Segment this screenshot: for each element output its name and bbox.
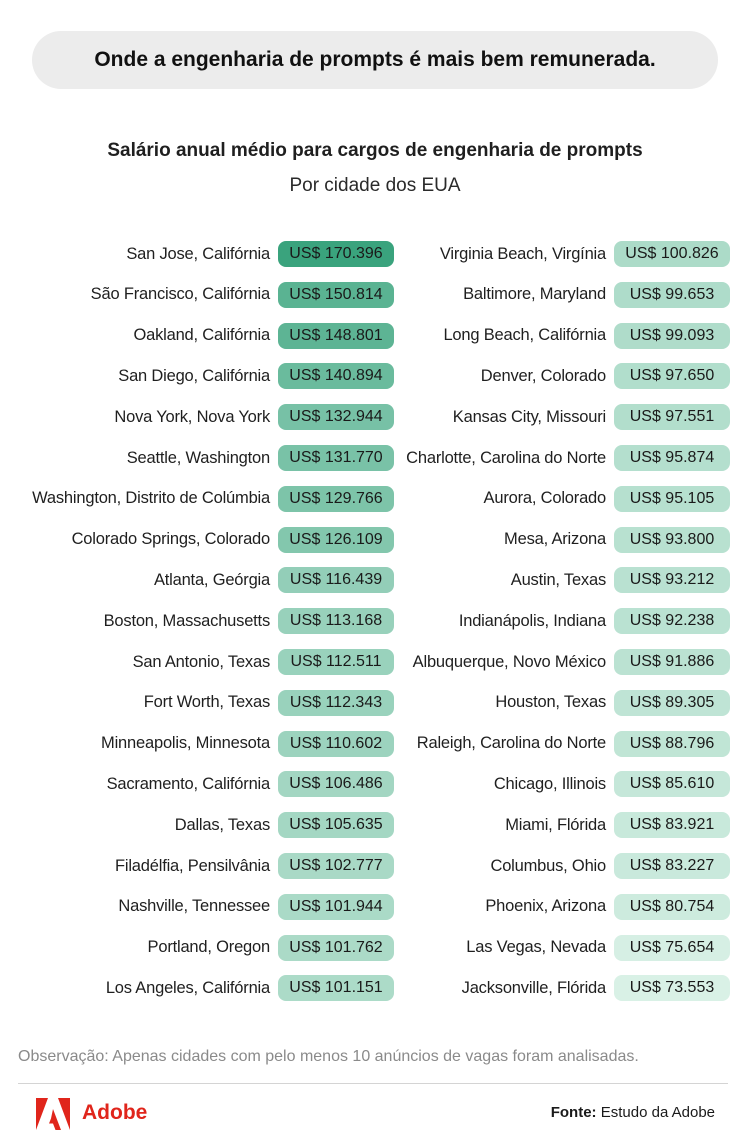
city-label: Fort Worth, Texas <box>143 693 270 712</box>
source-text: Estudo da Adobe <box>600 1104 715 1121</box>
salary-value-pill: US$ 112.343 <box>278 690 394 716</box>
city-label: Chicago, Illinois <box>493 774 606 793</box>
salary-row <box>0 935 400 961</box>
headline-banner <box>32 31 718 89</box>
salary-value-pill: US$ 89.305 <box>614 690 730 716</box>
city-label: Boston, Massachusetts <box>103 611 270 630</box>
salary-value-pill: US$ 101.944 <box>278 894 394 920</box>
city-label: Nova York, Nova York <box>114 407 270 426</box>
salary-value-pill: US$ 150.814 <box>278 282 394 308</box>
city-label: Seattle, Washington <box>126 448 270 467</box>
salary-row <box>0 771 400 797</box>
city-label: Charlotte, Carolina do Norte <box>406 448 606 467</box>
city-label: Jacksonville, Flórida <box>461 978 606 997</box>
salary-row <box>0 241 400 267</box>
city-label: Mesa, Arizona <box>504 530 606 549</box>
salary-row <box>400 608 740 634</box>
salary-row <box>400 486 740 512</box>
salary-value-pill: US$ 110.602 <box>278 731 394 757</box>
city-label: Nashville, Tennessee <box>118 897 270 916</box>
city-label: Sacramento, Califórnia <box>106 774 270 793</box>
city-label: Oakland, Califórnia <box>133 326 270 345</box>
salary-value-pill: US$ 83.227 <box>614 853 730 879</box>
salary-row <box>400 282 740 308</box>
city-label: Baltimore, Maryland <box>463 285 606 304</box>
city-label: Denver, Colorado <box>480 366 606 385</box>
salary-row <box>400 649 740 675</box>
chart-subtitle: Por cidade dos EUA <box>289 175 461 196</box>
salary-row <box>400 363 740 389</box>
chart-title: Salário anual médio para cargos de engenharia de prompts <box>107 140 643 161</box>
city-label: Raleigh, Carolina do Norte <box>416 734 606 753</box>
salary-value-pill: US$ 106.486 <box>278 771 394 797</box>
salary-row <box>0 608 400 634</box>
salary-value-pill: US$ 113.168 <box>278 608 394 634</box>
salary-row <box>400 445 740 471</box>
city-label: Portland, Oregon <box>147 938 270 957</box>
city-label: Minneapolis, Minnesota <box>101 734 270 753</box>
salary-value-pill: US$ 105.635 <box>278 812 394 838</box>
city-label: Long Beach, Califórnia <box>443 326 606 345</box>
salary-value-pill: US$ 93.212 <box>614 567 730 593</box>
city-label: San Jose, Califórnia <box>126 244 270 263</box>
city-label: Filadélfia, Pensilvânia <box>115 856 270 875</box>
salary-row <box>0 404 400 430</box>
salary-row <box>0 323 400 349</box>
salary-value-pill: US$ 116.439 <box>278 567 394 593</box>
city-label: Columbus, Ohio <box>490 856 606 875</box>
adobe-logo-icon <box>36 1098 70 1130</box>
salary-value-pill: US$ 99.653 <box>614 282 730 308</box>
salary-row <box>400 771 740 797</box>
salary-row <box>0 527 400 553</box>
salary-value-pill: US$ 101.762 <box>278 935 394 961</box>
city-label: Kansas City, Missouri <box>452 407 606 426</box>
salary-value-pill: US$ 91.886 <box>614 649 730 675</box>
salary-row <box>400 567 740 593</box>
salary-value-pill: US$ 102.777 <box>278 853 394 879</box>
salary-value-pill: US$ 97.650 <box>614 363 730 389</box>
city-label: Atlanta, Geórgia <box>153 570 270 589</box>
salary-value-pill: US$ 97.551 <box>614 404 730 430</box>
salary-row <box>0 363 400 389</box>
city-label: Washington, Distrito de Colúmbia <box>32 489 270 508</box>
salary-value-pill: US$ 112.511 <box>278 649 394 675</box>
source-label: Fonte: <box>550 1104 597 1121</box>
city-label: Dallas, Texas <box>174 815 270 834</box>
salary-value-pill: US$ 140.894 <box>278 363 394 389</box>
salary-row <box>400 241 740 267</box>
city-label: Albuquerque, Novo México <box>412 652 606 671</box>
city-label: San Antonio, Texas <box>132 652 270 671</box>
salary-row <box>0 975 400 1001</box>
salary-value-pill: US$ 126.109 <box>278 527 394 553</box>
city-label: Austin, Texas <box>510 570 606 589</box>
salary-value-pill: US$ 129.766 <box>278 486 394 512</box>
salary-row <box>400 404 740 430</box>
city-label: Virginia Beach, Virgínia <box>439 244 606 263</box>
salary-value-pill: US$ 88.796 <box>614 731 730 757</box>
salary-row <box>400 935 740 961</box>
salary-row <box>400 690 740 716</box>
source-credit <box>551 1104 715 1121</box>
salary-row <box>0 445 400 471</box>
salary-value-pill: US$ 131.770 <box>278 445 394 471</box>
salary-row <box>400 853 740 879</box>
salary-row <box>0 567 400 593</box>
salary-value-pill: US$ 92.238 <box>614 608 730 634</box>
salary-row <box>400 731 740 757</box>
salary-row <box>0 894 400 920</box>
salary-row <box>0 486 400 512</box>
city-label: Miami, Flórida <box>505 815 606 834</box>
salary-row <box>400 894 740 920</box>
salary-row <box>400 975 740 1001</box>
city-label: Houston, Texas <box>495 693 606 712</box>
salary-value-pill: US$ 85.610 <box>614 771 730 797</box>
city-label: Colorado Springs, Colorado <box>71 530 270 549</box>
salary-value-pill: US$ 101.151 <box>278 975 394 1001</box>
salary-value-pill: US$ 132.944 <box>278 404 394 430</box>
city-label: Phoenix, Arizona <box>485 897 606 916</box>
salary-row <box>400 323 740 349</box>
salary-value-pill: US$ 148.801 <box>278 323 394 349</box>
city-label: Aurora, Colorado <box>483 489 606 508</box>
salary-row <box>0 812 400 838</box>
salary-row <box>0 853 400 879</box>
footer-divider <box>18 1083 728 1084</box>
salary-value-pill: US$ 99.093 <box>614 323 730 349</box>
salary-value-pill: US$ 100.826 <box>614 241 730 267</box>
salary-row <box>0 649 400 675</box>
salary-value-pill: US$ 95.105 <box>614 486 730 512</box>
headline-text: Onde a engenharia de prompts é mais bem remunerada. <box>94 48 656 71</box>
city-label: San Diego, Califórnia <box>118 366 270 385</box>
salary-row <box>0 690 400 716</box>
salary-row <box>0 731 400 757</box>
city-label: Las Vegas, Nevada <box>466 938 606 957</box>
salary-row <box>400 527 740 553</box>
salary-value-pill: US$ 80.754 <box>614 894 730 920</box>
salary-row <box>0 282 400 308</box>
salary-value-pill: US$ 93.800 <box>614 527 730 553</box>
salary-value-pill: US$ 170.396 <box>278 241 394 267</box>
adobe-wordmark: Adobe <box>82 1101 148 1124</box>
salary-value-pill: US$ 95.874 <box>614 445 730 471</box>
salary-row <box>400 812 740 838</box>
city-label: São Francisco, Califórnia <box>90 285 270 304</box>
city-label: Los Angeles, Califórnia <box>105 978 270 997</box>
salary-value-pill: US$ 73.553 <box>614 975 730 1001</box>
footnote: Observação: Apenas cidades com pelo menos 10 anúncios de vagas foram analisadas. <box>18 1048 639 1065</box>
salary-value-pill: US$ 75.654 <box>614 935 730 961</box>
salary-value-pill: US$ 83.921 <box>614 812 730 838</box>
city-label: Indianápolis, Indiana <box>458 611 606 630</box>
